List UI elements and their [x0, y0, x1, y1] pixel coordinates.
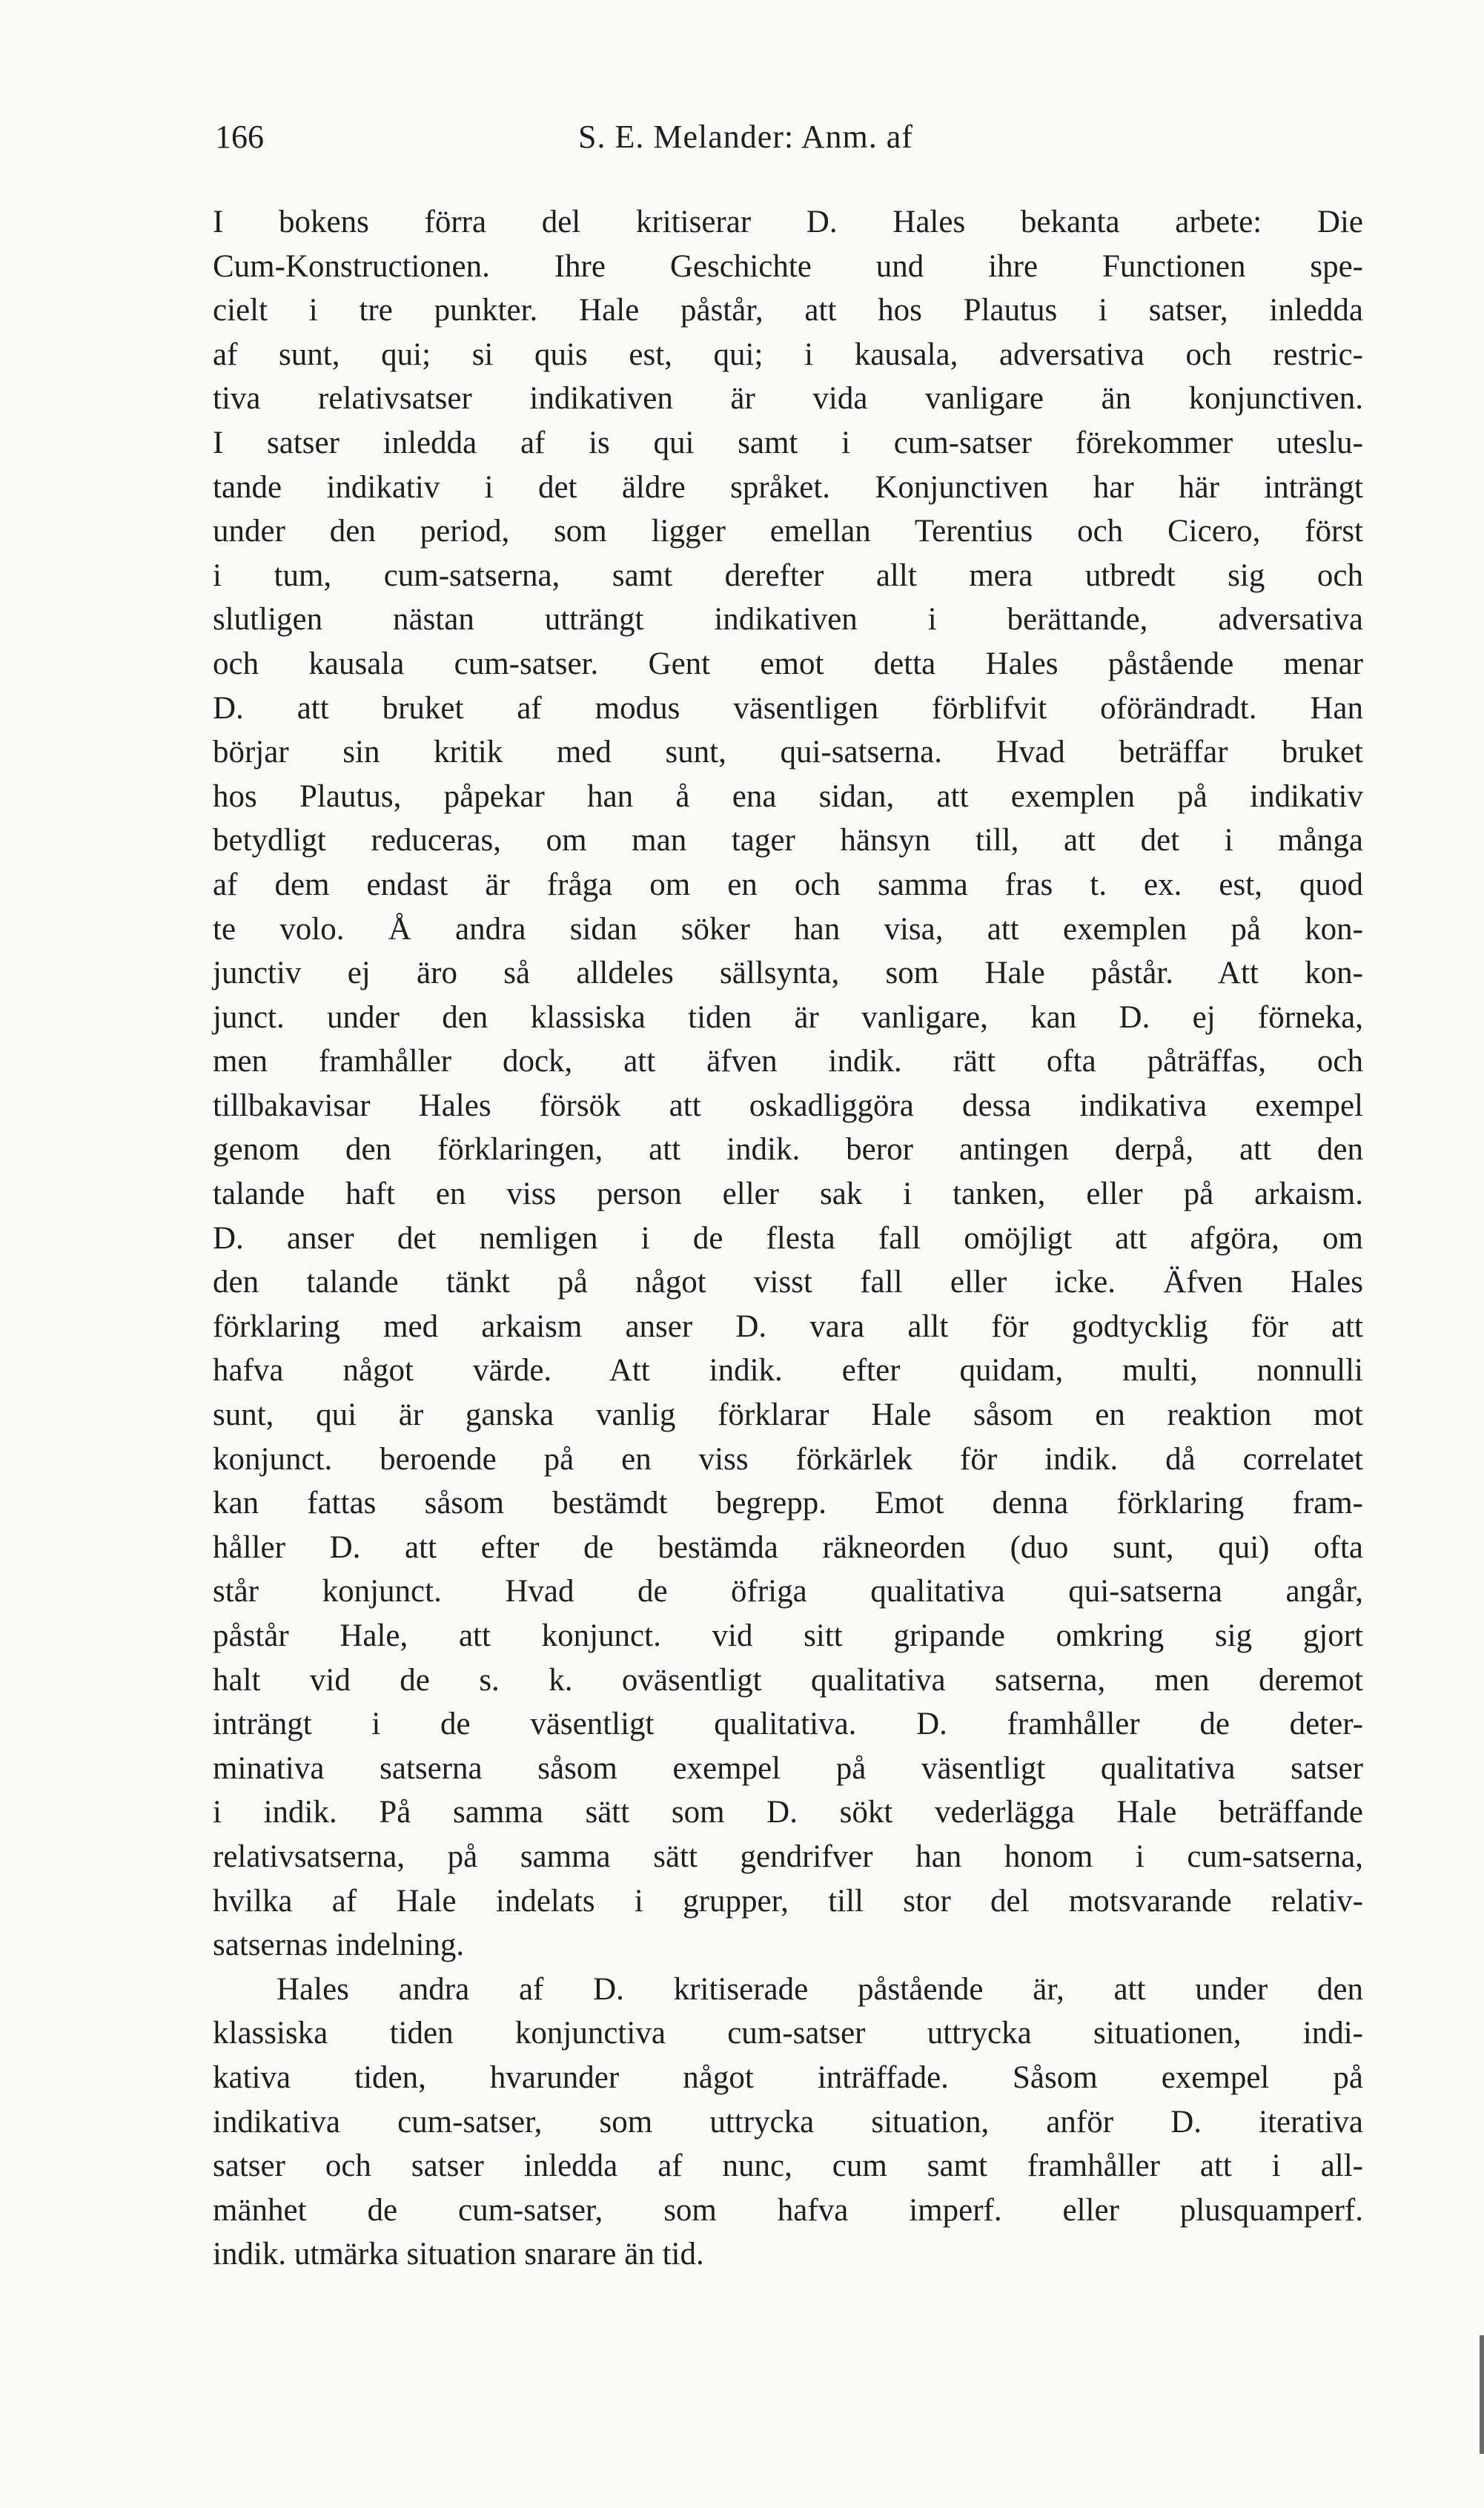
- text-line: minativa satserna såsom exempel på väsentligt qualitativa satser: [213, 1750, 1363, 1786]
- text-line: påstår Hale, att konjunct. vid sitt gripande omkring sig gjort: [213, 1618, 1363, 1653]
- text-line: talande haft en viss person eller sak i tanken, eller på arkaism.: [213, 1177, 1363, 1212]
- text-line: junct. under den klassiska tiden är vanligare, kan D. ej förneka,: [213, 999, 1363, 1035]
- text-line: hos Plautus, påpekar han å ena sidan, att exemplen på indikativ: [213, 778, 1363, 814]
- text-line: i indik. På samma sätt som D. sökt vederlägga Hale beträffande: [213, 1795, 1363, 1830]
- text-line: Hales andra af D. kritiserade påstående är, att under den: [276, 1971, 1363, 2007]
- text-line: klassiska tiden konjunctiva cum-satser uttrycka situationen, indi-: [213, 2016, 1363, 2051]
- running-head: [215, 111, 1379, 163]
- text-line: kan fattas såsom bestämdt begrepp. Emot denna förklaring fram-: [213, 1486, 1363, 1521]
- text-line: te volo. Å andra sidan söker han visa, att exemplen på kon-: [213, 911, 1363, 947]
- text-line: indik. utmärka situation snarare än tid.: [213, 2237, 704, 2272]
- text-line: betydligt reduceras, om man tager hänsyn till, att det i många: [213, 823, 1363, 858]
- text-line: relativsatserna, på samma sätt gendrifver han honom i cum-satserna,: [213, 1839, 1363, 1874]
- text-line: tiva relativsatser indikativen är vida vanligare än konjunctiven.: [213, 381, 1363, 417]
- text-line: I bokens förra del kritiserar D. Hales bekanta arbete: Die: [213, 205, 1363, 239]
- text-line: halt vid de s. k. oväsentligt qualitativa satserna, men deremot: [213, 1662, 1363, 1698]
- text-line: satsernas indelning.: [213, 1928, 465, 1963]
- text-line: I satser inledda af is qui samt i cum-satser förekommer uteslu-: [213, 425, 1363, 460]
- text-line: sunt, qui är ganska vanlig förklarar Hale såsom en reaktion mot: [213, 1397, 1363, 1433]
- text-line: af sunt, qui; si quis est, qui; i kausala, adversativa och restric-: [213, 337, 1363, 372]
- text-line: D. anser det nemligen i de flesta fall omöjligt att afgöra, om: [213, 1220, 1363, 1256]
- text-line: cielt i tre punkter. Hale påstår, att hos Plautus i satser, inledda: [213, 293, 1363, 328]
- text-line: hvilka af Hale indelats i grupper, till stor del motsvarande relativ-: [213, 1883, 1363, 1919]
- text-line: junctiv ej äro så alldeles sällsynta, som Hale påstår. Att kon-: [213, 956, 1363, 991]
- paragraph-2: [213, 1968, 1363, 2277]
- text-line: i tum, cum-satserna, samt derefter allt mera utbredt sig och: [213, 557, 1363, 593]
- text-line: hafva något värde. Att indik. efter quidam, multi, nonnulli: [213, 1353, 1363, 1389]
- page-edge-mark: [1480, 2335, 1484, 2454]
- text-line: mänhet de cum-satser, som hafva imperf. eller plusquamperf.: [213, 2192, 1363, 2228]
- text-line: af dem endast är fråga om en och samma fras t. ex. est, quod: [213, 867, 1363, 902]
- text-line: slutligen nästan utträngt indikativen i berättande, adversativa: [213, 602, 1363, 638]
- running-title: S. E. Melander: Anm. af: [578, 119, 913, 155]
- text-line: Cum-Konstructionen. Ihre Geschichte und ihre Functionen spe-: [213, 248, 1363, 284]
- text-line: håller D. att efter de bestämda räkneorden (duo sunt, qui) ofta: [213, 1529, 1363, 1565]
- text-line: kativa tiden, hvarunder något inträffade. Såsom exempel på: [213, 2059, 1363, 2095]
- text-line: den talande tänkt på något visst fall eller icke. Äfven Hales: [213, 1265, 1363, 1300]
- paragraph-1: [213, 200, 1363, 1968]
- text-line: satser och satser inledda af nunc, cum samt framhåller att i all-: [213, 2148, 1363, 2184]
- text-line: inträngt i de väsentligt qualitativa. D. framhåller de deter-: [213, 1707, 1363, 1742]
- text-line: D. att bruket af modus väsentligen förblifvit oförändradt. Han: [213, 690, 1363, 726]
- text-line: men framhåller dock, att äfven indik. rätt ofta påträffas, och: [213, 1044, 1363, 1079]
- text-line: börjar sin kritik med sunt, qui-satserna. Hvad beträffar bruket: [213, 735, 1363, 770]
- text-line: tillbakavisar Hales försök att oskadliggöra dessa indikativa exempel: [213, 1088, 1363, 1123]
- text-line: och kausala cum-satser. Gent emot detta Hales påstående menar: [213, 646, 1363, 681]
- text-line: står konjunct. Hvad de öfriga qualitativa qui-satserna angår,: [213, 1574, 1363, 1609]
- text-line: genom den förklaringen, att indik. beror antingen derpå, att den: [213, 1132, 1363, 1168]
- text-line: förklaring med arkaism anser D. vara allt för godtycklig för att: [213, 1308, 1363, 1344]
- text-line: indikativa cum-satser, som uttrycka situation, anför D. iterativa: [213, 2104, 1363, 2140]
- text-line: under den period, som ligger emellan Terentius och Cicero, först: [213, 514, 1363, 549]
- body-text: [213, 200, 1363, 2277]
- page-number: 166: [215, 119, 264, 155]
- text-line: tande indikativ i det äldre språket. Konjunctiven har här inträngt: [213, 469, 1363, 505]
- text-line: konjunct. beroende på en viss förkärlek för indik. då correlatet: [213, 1441, 1363, 1477]
